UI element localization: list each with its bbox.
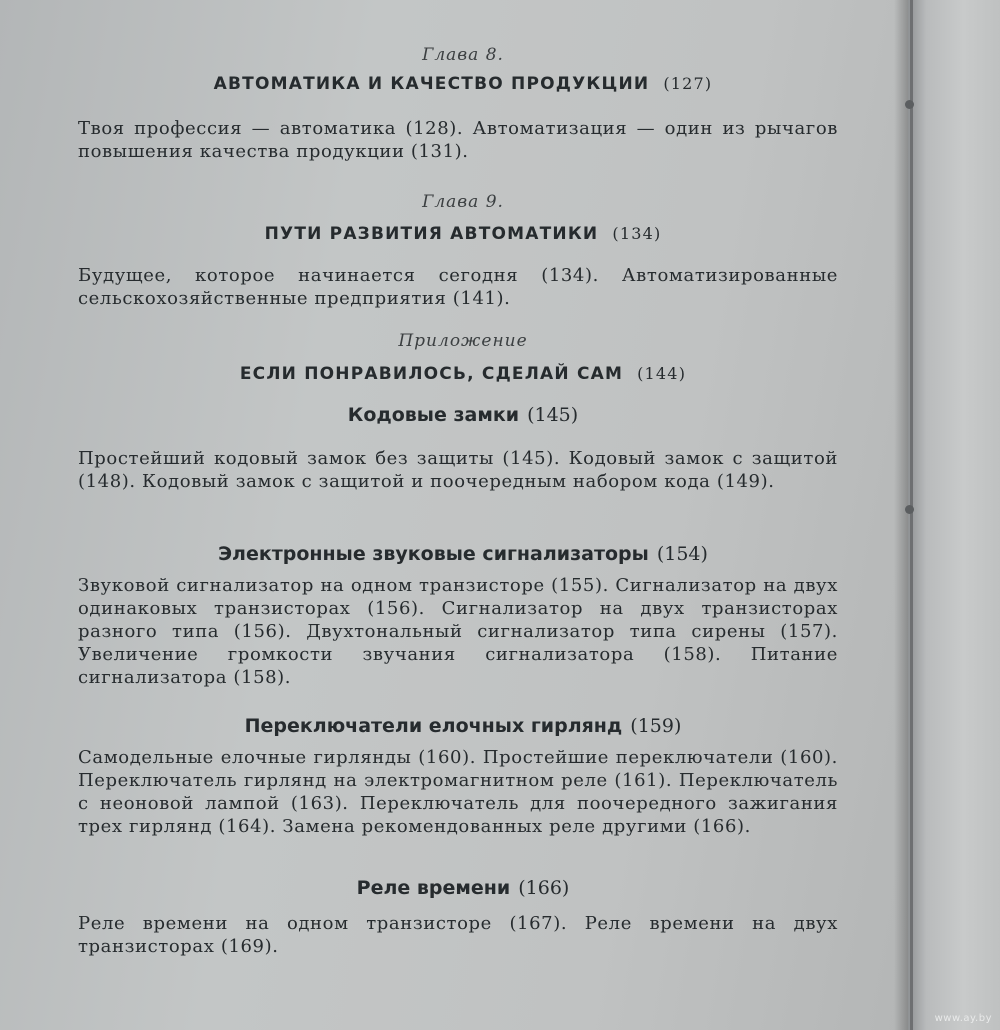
section-title-text: Кодовые замки <box>347 404 520 426</box>
chapter-8-title-text: АВТОМАТИКА И КАЧЕСТВО ПРОДУКЦИИ <box>213 74 650 94</box>
section-page: (154) <box>656 543 708 565</box>
chapter-8-label: Глава 8. <box>422 45 504 65</box>
section-contents-garland-switches: Самодельные елочные гирлянды (160). Простейшие переключатели (160). Переключатель гирлянд на электромагнитном реле (161). Переключатель с неоновой лампой (163). Переключатель для поочередного зажигания трех гирлянд (164). Замена рекомендованных реле другими (166). <box>78 747 838 837</box>
section-title-sound-signalers <box>78 543 848 565</box>
section-title-text: Реле времени <box>356 877 511 899</box>
adjacent-page-edge <box>908 0 1000 1030</box>
section-title-time-relays <box>78 877 848 899</box>
section-contents-time-relays: Реле времени на одном транзисторе (167). Реле времени на двух транзисторах (169). <box>78 913 838 957</box>
watermark: www.ay.by <box>934 1013 992 1024</box>
section-page: (159) <box>630 715 682 737</box>
appendix-label: Приложение <box>398 331 528 351</box>
chapter-8-page: (127) <box>663 74 713 93</box>
section-title-text: Переключатели елочных гирлянд <box>244 715 623 737</box>
chapter-8-title <box>78 74 848 94</box>
binding-gutter <box>910 0 913 1030</box>
section-title-text: Электронные звуковые сигнализаторы <box>218 543 649 565</box>
section-page: (145) <box>527 404 579 426</box>
chapter-9-title <box>78 224 848 244</box>
chapter-9-page: (134) <box>612 224 662 243</box>
appendix-title-text: ЕСЛИ ПОНРАВИЛОСЬ, СДЕЛАЙ САМ <box>239 364 624 384</box>
chapter-8-contents: Твоя профессия — автоматика (128). Автоматизация — один из рычагов повышения качества продукции (131). <box>78 118 838 162</box>
section-title-garland-switches <box>78 715 848 737</box>
appendix-page: (144) <box>637 364 687 383</box>
chapter-9-contents: Будущее, которое начинается сегодня (134). Автоматизированные сельскохозяйственные предприятия (141). <box>78 265 838 309</box>
section-contents-sound-signalers: Звуковой сигнализатор на одном транзисторе (155). Сигнализатор на двух одинаковых транзисторах (156). Сигнализатор на двух транзисторах разного типа (156). Двухтональный сигнализатор типа сирены (157). Увеличение громкости звучания сигнализатора (158). Питание сигнализатора (158). <box>78 575 838 688</box>
chapter-9-title-text: ПУТИ РАЗВИТИЯ АВТОМАТИКИ <box>264 224 599 244</box>
stitch-hole <box>905 100 914 109</box>
appendix-title <box>78 364 848 384</box>
stitch-hole <box>905 505 914 514</box>
section-title-code-locks <box>78 404 848 426</box>
section-page: (166) <box>518 877 570 899</box>
chapter-9-label: Глава 9. <box>422 192 504 212</box>
section-contents-code-locks: Простейший кодовый замок без защиты (145). Кодовый замок с защитой (148). Кодовый замок с защитой и поочередным набором кода (149). <box>78 448 838 492</box>
